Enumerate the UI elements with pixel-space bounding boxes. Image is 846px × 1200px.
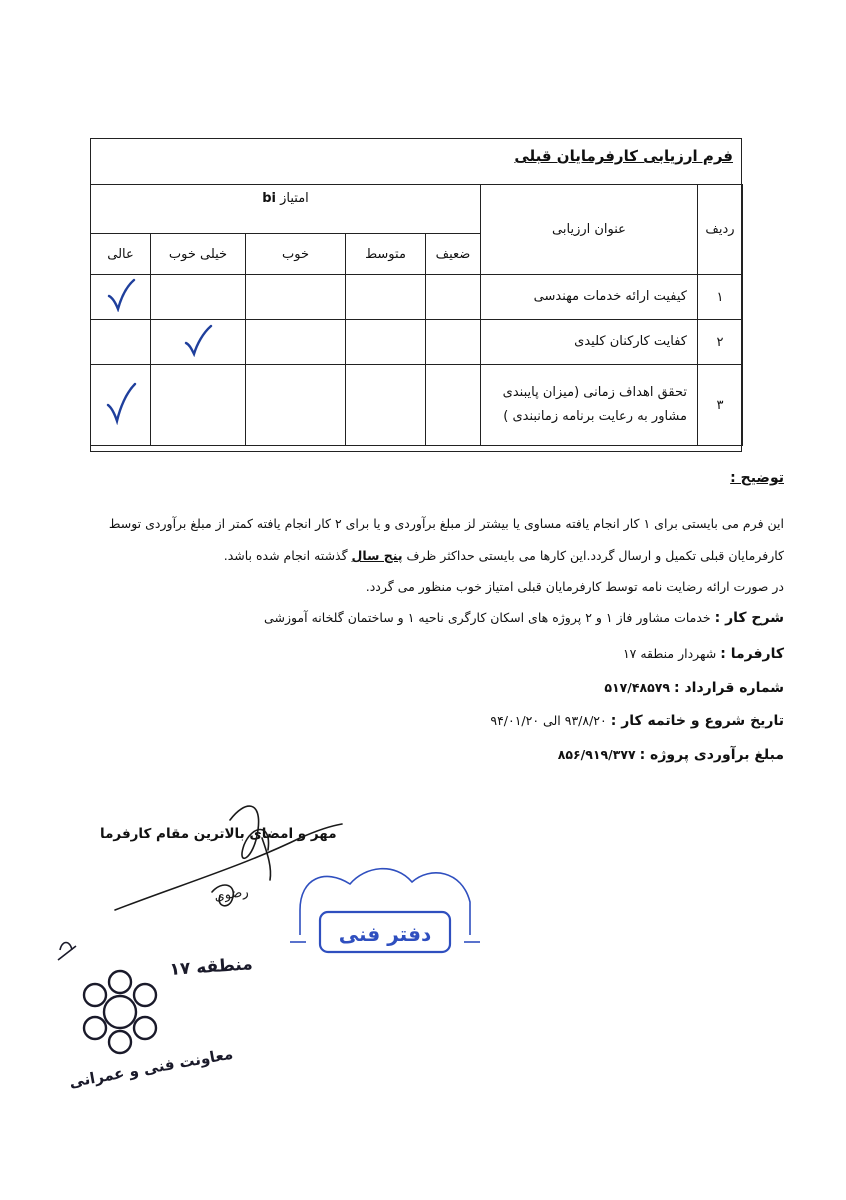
seal-line-1: منطقه ۱۷: [168, 954, 254, 980]
notes-line-1: این فرم می بایستی برای ۱ کار انجام یافته مساوی یا بیشتر لز مبلغ برآوردی و یا برای ۲ کار انجام یافته کمتر از مبلغ برآوردی توسط: [108, 516, 784, 531]
notes-heading: [60, 470, 784, 486]
table-header-row: [91, 185, 743, 234]
dates-label: تاریخ شروع و خاتمه کار :: [610, 713, 784, 729]
row-title: کفایت کارکنان کلیدی: [481, 320, 698, 365]
notes-line-2-bold: پنج سال: [351, 548, 403, 563]
employer-value: شهردار منطقه ۱۷: [622, 646, 717, 661]
level-excellent: عالی: [91, 234, 151, 275]
notes-line-3: در صورت ارائه رضایت نامه توسط کارفرمایان قبلی امتیاز خوب منظور می گردد.: [365, 579, 784, 594]
notes-line-2: [60, 548, 784, 563]
handwritten-signature: [115, 806, 342, 910]
level-good: خوب: [246, 234, 346, 275]
cell-weak: [426, 320, 481, 365]
checkmark-icon: [183, 323, 213, 357]
table-row: [91, 320, 743, 365]
header-score: [91, 185, 481, 234]
work-dates: [60, 713, 784, 729]
cell-excellent: [91, 365, 151, 446]
row-no: ۳: [698, 365, 743, 446]
cell-average: [346, 275, 426, 320]
contract-no-value: ۵۱۷/۴۸۵۷۹: [604, 680, 671, 695]
notes-line-2-before: کارفرمایان قبلی تکمیل و ارسال گردد.این کارها می بایستی حداکثر ظرف: [406, 548, 784, 563]
level-weak: ضعیف: [426, 234, 481, 275]
header-row-no: ردیف: [698, 185, 743, 275]
cell-very-good: [151, 320, 246, 365]
cell-average: [346, 365, 426, 446]
table-row: [91, 365, 743, 446]
checkmark-icon: [106, 278, 136, 312]
organization-seal: [58, 943, 253, 1092]
cell-good: [246, 275, 346, 320]
cell-average: [346, 320, 426, 365]
row-title: کیفیت ارائه خدمات مهندسی: [481, 275, 698, 320]
evaluation-form: [90, 138, 742, 452]
work-desc-value: خدمات مشاور فاز ۱ و ۲ پروژه های اسکان کارگری ناحیه ۱ و ساختمان گلخانه آموزشی: [264, 610, 711, 625]
cell-weak: [426, 275, 481, 320]
row-no: ۱: [698, 275, 743, 320]
header-score-prefix: امتیاز: [280, 191, 309, 206]
seal-emblem-icon: [84, 971, 156, 1053]
header-eval-title: عنوان ارزیابی: [481, 185, 698, 275]
work-desc-label: شرح کار :: [714, 610, 784, 626]
header-score-latin: bi: [262, 191, 276, 206]
checkmark-icon: [105, 381, 137, 425]
handwritten-name: رضوی: [213, 884, 250, 905]
office-stamp: [290, 869, 480, 952]
row-title: [481, 365, 698, 446]
dates-value: ۹۳/۸/۲۰ الی ۹۴/۰۱/۲۰: [490, 713, 607, 728]
employer-label: کارفرما :: [720, 646, 784, 662]
notes-line-2-after: گذشته انجام شده باشد.: [223, 548, 348, 563]
row-no: ۲: [698, 320, 743, 365]
cell-excellent: [91, 275, 151, 320]
cell-weak: [426, 365, 481, 446]
stamp-office-text: دفتر فنی: [338, 922, 432, 946]
notes-heading-text: توضیح :: [730, 470, 784, 486]
employer: [60, 646, 784, 662]
estimate-label: مبلغ برآوردی پروژه :: [639, 747, 784, 763]
table-row: [91, 275, 743, 320]
signature-title: مهر و امضای بالاترین مقام کارفرما: [100, 826, 337, 842]
contract-number: [60, 680, 784, 696]
evaluation-table: [90, 184, 743, 446]
form-title: فرم ارزیابی کارفرمایان قبلی: [514, 147, 733, 165]
contract-no-label: شماره قرارداد :: [674, 680, 784, 696]
project-estimate: [60, 747, 784, 763]
cell-excellent: [91, 320, 151, 365]
work-description: [60, 610, 784, 626]
seal-line-2: معاونت فنی و عمرانی: [67, 1044, 235, 1092]
cell-very-good: [151, 275, 246, 320]
row-title-line: تحقق اهداف زمانی (میزان پایبندی: [502, 385, 687, 400]
estimate-value: ۸۵۶/۹۱۹/۳۷۷: [557, 747, 636, 762]
cell-good: [246, 320, 346, 365]
cell-good: [246, 365, 346, 446]
cell-very-good: [151, 365, 246, 446]
level-average: متوسط: [346, 234, 426, 275]
level-very-good: خیلی خوب: [151, 234, 246, 275]
row-title-line: مشاور به رعایت برنامه زمانبندی ): [503, 409, 687, 424]
